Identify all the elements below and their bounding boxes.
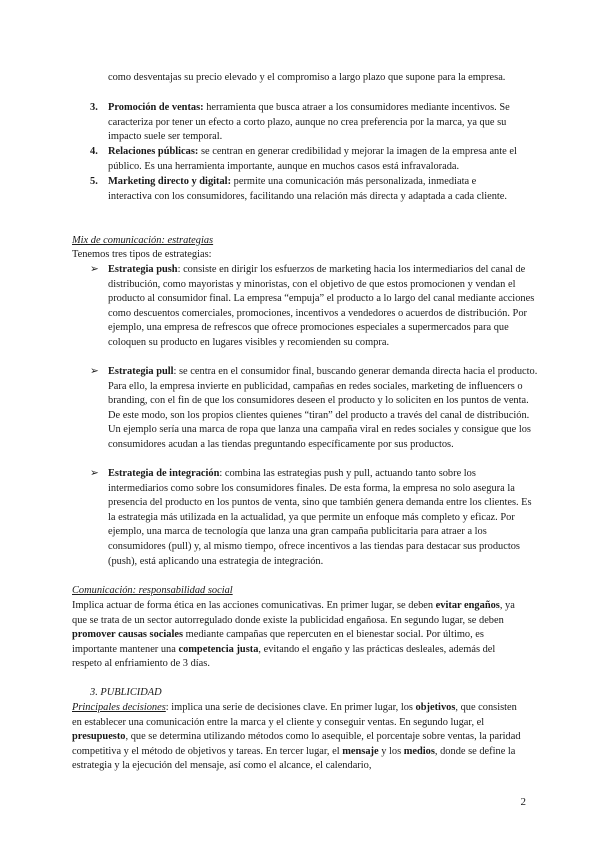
strategy-label: Estrategia push [108,264,178,275]
strategy-push [108,263,538,351]
strategy-text: : se centra en el consumidor final, buscando generar demanda directa hacia el producto. Para ello, la empresa invierte en publicidad, campañas en redes sociales, marketing de influencers o branding, con el fin de que los consumidores deseen el producto y lo soliciten en los puntos de venta. De este modo, son los propios clientes quienes “tiran” del producto a través del canal de distribución. Un ejemplo sería una marca de ropa que lanza una campaña viral en redes sociales y consigue que los consumidores acudan a las tiendas preguntando específicamente por sus productos. [108,366,538,450]
strategy-integracion [108,467,538,569]
strategy-label: Estrategia pull [108,366,174,377]
text-run: , que consisten en establecer una comunicación entre la marca y el cliente y conseguir ventas. En segundo lugar, el [72,702,517,728]
text-run: Implica actuar de forma ética en las acciones comunicativas. En primer lugar, se deben [72,600,436,611]
list-number: 5. [90,176,98,187]
text-run: y los [378,745,404,757]
bold-term: medios [403,745,435,757]
list-item-label: Promoción de ventas: [108,102,204,113]
text-run: mediante campañas que repercuten en el bienestar social. Por último, es importante mantener una [72,629,484,655]
arrow-bullet-icon: ➢ [90,264,99,275]
strategy-text: : combina las estrategias push y pull, actuando tanto sobre los intermediarios como sobre los consumidores finales. De esta forma, la empresa no solo asegura la presencia del producto en los puntos de venta, sino que también genera demanda entre los clientes. Es la estrategia más utilizada en la actualidad, ya que permite un enfoque más completo y eficaz. Por ejemplo, una marca de tecnología que lanza una gran campaña publicitaria para atraer a los consumidores (pull) y, al mismo tiempo, ofrece incentivos a las tiendas para destacar sus productos (push), está aplicando una estrategia de integración. [108,468,532,567]
text-run: , donde se define la estrategia y la ejecución del mensaje, así como el alcance, el calendario, [72,745,516,772]
subheading: Principales decisiones [72,702,166,713]
bold-term: objetivos [415,702,456,713]
strategy-label: Estrategia de integración [108,468,220,479]
text-run: , que se determina utilizando métodos como lo asequible, el porcentaje sobre ventas, la paridad competitiva y el método de objetivos y tareas. En tercer lugar, el [72,731,521,757]
text-run: , evitando el engaño y las prácticas desleales, además del respeto al enfriamiento de 3 días. [72,643,496,670]
list-item-label: Marketing directo y digital: [108,176,232,187]
text-run: , ya que se trata de un sector autorregulado donde existe la publicidad engañosa. En segundo lugar, se deben [72,600,515,626]
arrow-bullet-icon: ➢ [90,468,99,479]
section-heading-publicidad: 3. PUBLICIDAD [90,687,162,698]
intro-continuation: como desventajas su precio elevado y el compromiso a largo plazo que supone para la empresa. [108,72,506,83]
mix-intro: Tenemos tres tipos de estrategias: [72,249,212,260]
list-item-label: Relaciones públicas: [108,146,199,157]
page-number: 2 [520,796,526,808]
strategy-text: : consiste en dirigir los esfuerzos de marketing hacia los intermediarios del canal de distribución, como mayoristas y minoristas, con el objetivo de que estos promocionen y vendan el producto al consumidor final. La empresa “empuja” el producto a lo largo del canal mediante acciones como descuentos comerciales, promociones, incentivos a vendedores o acuerdos de distribución. Por ejemplo, una empresa de refrescos que ofrece promociones especiales a supermercados para que coloquen su producto en lugares visibles y recomienden su compra. [108,264,535,348]
bold-term: evitar engaños [435,600,500,611]
bold-term: presupuesto [72,731,126,743]
list-item-text: se centran en generar credibilidad y mejorar la imagen de la empresa ante el público. Es una herramienta importante, aunque en muchos casos está infravalorada. [108,146,517,172]
list-number: 3. [90,102,98,113]
strategy-pull [108,365,538,453]
section-heading-mix: Mix de comunicación: estrategias [72,235,214,246]
list-number: 4. [90,146,98,157]
arrow-bullet-icon: ➢ [90,366,99,377]
list-item-promocion [108,101,536,145]
text-run: : implica una serie de decisiones clave. En primer lugar, los [165,702,416,713]
list-item-marketing [108,175,518,204]
section-heading-responsabilidad: Comunicación: responsabilidad social [72,585,233,596]
bold-term: mensaje [342,745,379,757]
bold-term: promover causas sociales [72,629,184,641]
publicidad-paragraph [72,701,528,774]
list-item-text: herramienta que busca atraer a los consumidores mediante incentivos. Se caracteriza por tener un efecto a corto plazo, aunque no crea preferencia por la marca, ya que su impacto suele ser temporal. [108,102,510,143]
list-item-relaciones [108,145,536,174]
responsabilidad-paragraph [72,599,524,672]
list-item-text: permite una comunicación más personalizada, inmediata e interactiva con los consumidores, facilitando una relación más directa y adaptada a cada cliente. [108,176,507,202]
bold-term: competencia justa [178,643,259,655]
